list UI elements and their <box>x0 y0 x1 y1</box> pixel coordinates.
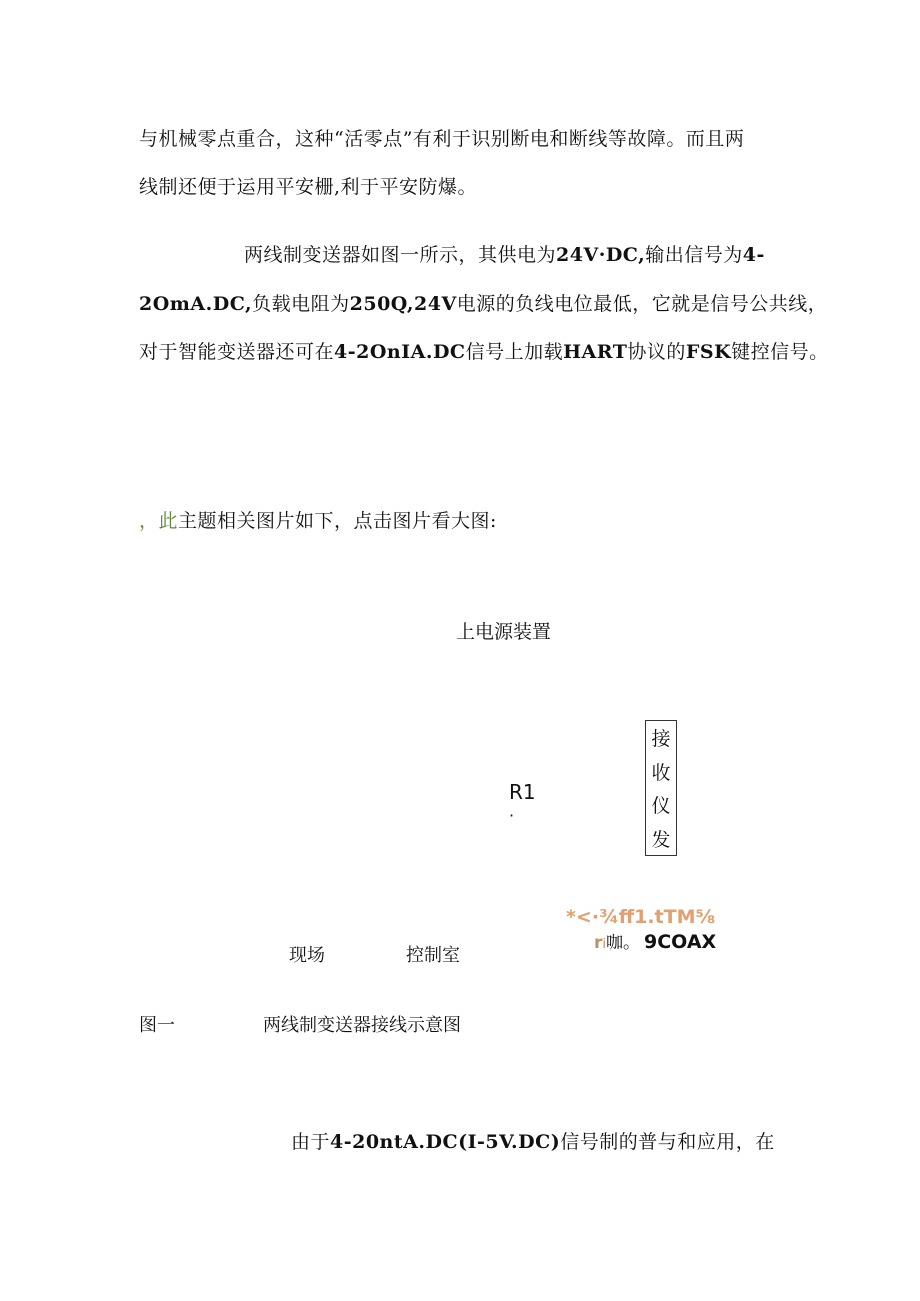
related-text[interactable]: 主题相关图片如下，点击图片看大图: <box>178 510 497 532</box>
paragraph-1-line-1: 与机械零点重合，这种“活零点”有利于识别断电和断线等故障。而且两 <box>139 128 745 150</box>
power-supply-label: 上电源装置 <box>456 621 552 643</box>
text-segment: 由于 <box>291 1131 331 1153</box>
related-images-line[interactable] <box>139 506 497 533</box>
figure-number: 图一 <box>139 1015 175 1036</box>
paragraph-2-line-3 <box>139 337 829 364</box>
text-segment: 键控信号。 <box>731 341 829 363</box>
receiver-char: 收 <box>651 761 671 784</box>
garbled-char: i <box>602 937 607 952</box>
bold-segment: 24V·DC, <box>556 244 646 266</box>
bold-segment: 4-20ntA.DC(I-5V.DC) <box>330 1131 561 1153</box>
bold-segment: FSK <box>685 341 732 363</box>
figure-caption: 两线制变送器接线示意图 <box>263 1015 461 1036</box>
receiver-char: 接 <box>651 728 671 751</box>
text-segment: 信号制的普与和应用，在 <box>560 1131 775 1153</box>
bold-segment: HART <box>563 341 628 363</box>
garbled-char: r <box>594 933 603 953</box>
text-segment: 信号上加载 <box>465 341 564 363</box>
paragraph-1-line-2: 线制还便于运用平安栅,利于平安防爆。 <box>139 176 478 198</box>
bold-segment: 2OmA.DC, <box>139 293 253 315</box>
garbled-coax: 9COAX <box>644 931 717 953</box>
text-segment: 两线制变送器如图一所示，其供电为 <box>244 244 557 266</box>
text-segment: 协议的 <box>627 341 686 363</box>
receiver-char: 仪 <box>651 795 671 818</box>
text-segment: 输出信号为 <box>645 244 743 266</box>
garbled-text-line-1: *<·¾ff1.tTM⅝ <box>566 906 716 928</box>
paragraph-3-line-1 <box>291 1127 775 1154</box>
r1-label: R1 <box>509 780 536 804</box>
paragraph-2-line-1 <box>244 240 765 267</box>
r1-dot: · <box>509 806 515 825</box>
field-label: 现场 <box>289 945 325 966</box>
garbled-text-line-2 <box>594 928 716 953</box>
control-room-label: 控制室 <box>406 945 460 966</box>
bold-segment: 4-2OnIA.DC <box>334 341 466 363</box>
bold-segment: 4- <box>742 244 765 266</box>
receiver-char: 发 <box>651 828 671 851</box>
receiver-box <box>645 720 677 856</box>
garbled-char: 咖。 <box>606 933 641 953</box>
bold-segment: 250Q,24V <box>349 293 457 315</box>
text-segment: 对于智能变送器还可在 <box>139 341 335 363</box>
text-segment: 负载电阻为 <box>252 293 350 315</box>
text-segment: 电源的负线电位最低，它就是信号公共线， <box>456 293 828 315</box>
paragraph-2-line-2 <box>139 289 827 316</box>
related-prefix[interactable]: ，此 <box>139 510 179 532</box>
